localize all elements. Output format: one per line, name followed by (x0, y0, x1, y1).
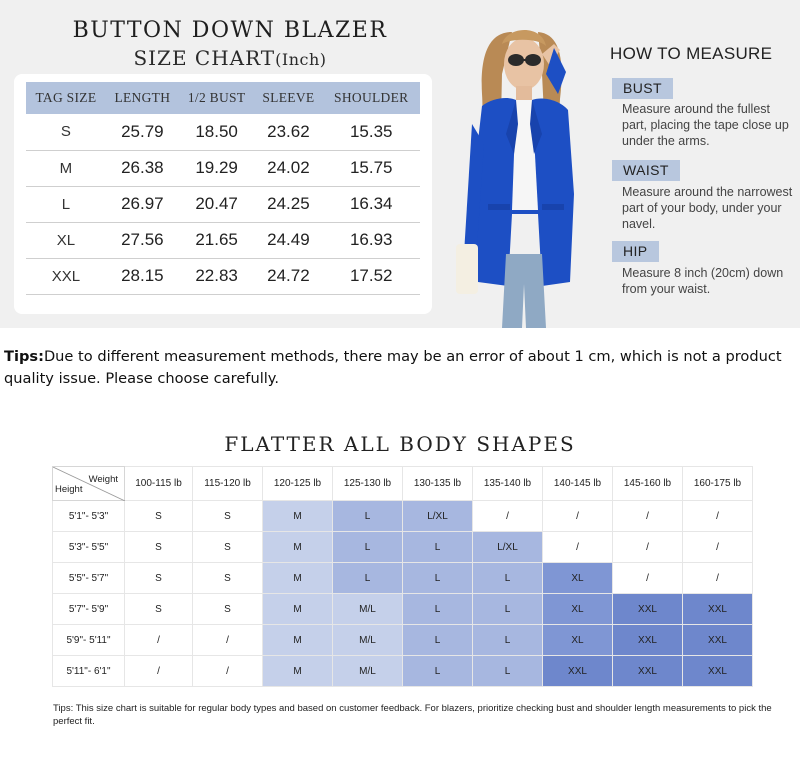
size-header-cell: 1/2 BUST (179, 82, 254, 114)
size-row (26, 186, 420, 222)
size-recommendation-cell: XL (543, 594, 613, 625)
size-recommendation-cell: L (333, 501, 403, 532)
size-tag-cell: S (26, 114, 106, 150)
size-recommendation-cell: XL (543, 625, 613, 656)
bust-description: Measure around the fullest part, placing the tape close up under the arms. (622, 102, 789, 148)
height-row-header: 5'5"- 5'7" (53, 563, 125, 594)
weight-label: Weight (88, 474, 118, 485)
size-recommendation-cell: L/XL (403, 501, 473, 532)
size-recommendation-cell: M (263, 625, 333, 656)
size-value-cell: 19.29 (179, 150, 254, 186)
size-value-cell: 24.02 (254, 150, 322, 186)
size-value-cell: 22.83 (179, 258, 254, 294)
weight-header-cell: 120-125 lb (263, 467, 333, 501)
grid-row (53, 563, 753, 594)
size-recommendation-cell: / (613, 532, 683, 563)
handbag-shape (456, 244, 478, 294)
weight-header-cell: 145-160 lb (613, 467, 683, 501)
hip-badge: HIP (612, 241, 659, 262)
tips-label: Tips: (4, 348, 44, 365)
size-row (26, 222, 420, 258)
grid-row (53, 594, 753, 625)
size-value-cell: 26.38 (106, 150, 179, 186)
size-chart-subtitle (40, 46, 420, 70)
size-value-cell: 25.79 (106, 114, 179, 150)
height-row-header: 5'7"- 5'9" (53, 594, 125, 625)
size-header-cell: LENGTH (106, 82, 179, 114)
size-recommendation-cell: / (193, 625, 263, 656)
size-value-cell: 16.93 (323, 222, 421, 258)
size-recommendation-cell: / (683, 501, 753, 532)
size-value-cell: 21.65 (179, 222, 254, 258)
height-row-header: 5'1"- 5'3" (53, 501, 125, 532)
size-row (26, 150, 420, 186)
grid-row (53, 625, 753, 656)
size-recommendation-cell: S (125, 532, 193, 563)
size-recommendation-cell: / (683, 563, 753, 594)
size-value-cell: 24.49 (254, 222, 322, 258)
height-row-header: 5'11"- 6'1" (53, 656, 125, 687)
size-recommendation-cell: XXL (613, 625, 683, 656)
model-illustration (442, 14, 602, 328)
size-value-cell: 27.56 (106, 222, 179, 258)
size-recommendation-cell: XL (543, 563, 613, 594)
size-recommendation-cell: L (333, 532, 403, 563)
size-recommendation-cell: M (263, 594, 333, 625)
waist-badge: WAIST (612, 160, 680, 181)
size-recommendation-cell: S (125, 594, 193, 625)
weight-header-cell: 100-115 lb (125, 467, 193, 501)
size-recommendation-cell: L (333, 563, 403, 594)
size-value-cell: 26.97 (106, 186, 179, 222)
weight-header-cell: 125-130 lb (333, 467, 403, 501)
size-recommendation-cell: L (403, 563, 473, 594)
grid-row (53, 532, 753, 563)
size-header-cell: SHOULDER (323, 82, 421, 114)
tips-text: Due to different measurement methods, there may be an error of about 1 cm, which is not a product quality issue. Please choose carefully. (4, 348, 782, 387)
size-recommendation-cell: / (473, 501, 543, 532)
size-recommendation-cell: XXL (683, 656, 753, 687)
size-tag-cell: XXL (26, 258, 106, 294)
size-table-header (26, 82, 420, 114)
hip-description: Measure 8 inch (20cm) down from your waist. (622, 266, 784, 296)
size-table (26, 82, 420, 295)
size-recommendation-cell: L (403, 656, 473, 687)
size-recommendation-cell: XXL (613, 594, 683, 625)
size-recommendation-cell: M/L (333, 594, 403, 625)
size-value-cell: 28.15 (106, 258, 179, 294)
size-row (26, 114, 420, 150)
waist-description: Measure around the narrowest part of your body, under your navel. (622, 185, 793, 231)
size-recommendation-cell: L (403, 625, 473, 656)
weight-header-cell: 130-135 lb (403, 467, 473, 501)
size-recommendation-cell: S (193, 563, 263, 594)
weight-header-cell: 160-175 lb (683, 467, 753, 501)
grid-body (53, 501, 753, 687)
sunglasses-shape (508, 54, 524, 66)
grid-header-row (53, 467, 753, 501)
size-recommendation-cell: L (473, 656, 543, 687)
size-recommendation-cell: / (613, 501, 683, 532)
how-to-measure-title: HOW TO MEASURE (610, 44, 773, 63)
size-recommendation-cell: M (263, 501, 333, 532)
size-recommendation-cell: / (683, 532, 753, 563)
size-recommendation-cell: XXL (613, 656, 683, 687)
size-header-cell: SLEEVE (254, 82, 322, 114)
tips-paragraph (4, 346, 798, 390)
size-recommendation-cell: M/L (333, 625, 403, 656)
size-value-cell: 15.75 (323, 150, 421, 186)
size-recommendation-cell: / (193, 656, 263, 687)
size-tag-cell: L (26, 186, 106, 222)
size-value-cell: 15.35 (323, 114, 421, 150)
size-recommendation-cell: XXL (543, 656, 613, 687)
grid-row (53, 501, 753, 532)
size-recommendation-cell: XXL (683, 625, 753, 656)
size-value-cell: 23.62 (254, 114, 322, 150)
height-row-header: 5'9"- 5'11" (53, 625, 125, 656)
size-row (26, 258, 420, 294)
size-recommendation-cell: / (125, 656, 193, 687)
size-recommendation-cell: M (263, 656, 333, 687)
size-value-cell: 17.52 (323, 258, 421, 294)
size-chart-subtitle-text: SIZE CHART (133, 46, 276, 70)
size-recommendation-cell: S (193, 501, 263, 532)
size-recommendation-cell: M (263, 532, 333, 563)
size-recommendation-cell: S (125, 563, 193, 594)
size-recommendation-cell: M/L (333, 656, 403, 687)
body-shape-grid (52, 466, 753, 687)
size-tag-cell: XL (26, 222, 106, 258)
size-recommendation-cell: L/XL (473, 532, 543, 563)
size-header-cell: TAG SIZE (26, 82, 106, 114)
size-tag-cell: M (26, 150, 106, 186)
weight-header-cell: 115-120 lb (193, 467, 263, 501)
grid-row (53, 656, 753, 687)
size-recommendation-cell: / (125, 625, 193, 656)
size-recommendation-cell: L (473, 594, 543, 625)
weight-header-cell: 135-140 lb (473, 467, 543, 501)
size-recommendation-cell: L (403, 532, 473, 563)
size-value-cell: 24.72 (254, 258, 322, 294)
size-table-body (26, 114, 420, 294)
size-recommendation-cell: L (473, 625, 543, 656)
bottom-tips: Tips: This size chart is suitable for regular body types and based on customer feedback. For blazers, prioritize checking bust and shoulder length measurements to pick the perfect fit. (53, 703, 772, 727)
size-recommendation-cell: / (543, 532, 613, 563)
bust-badge: BUST (612, 78, 673, 99)
size-recommendation-cell: S (193, 594, 263, 625)
grid-corner-cell (53, 467, 125, 501)
size-chart-unit: (Inch) (275, 50, 327, 69)
size-recommendation-cell: L (403, 594, 473, 625)
size-recommendation-cell: / (613, 563, 683, 594)
size-recommendation-cell: S (125, 501, 193, 532)
weight-header-cell: 140-145 lb (543, 467, 613, 501)
size-recommendation-cell: / (543, 501, 613, 532)
size-value-cell: 24.25 (254, 186, 322, 222)
size-recommendation-cell: S (193, 532, 263, 563)
size-value-cell: 20.47 (179, 186, 254, 222)
size-recommendation-cell: XXL (683, 594, 753, 625)
body-shapes-title: FLATTER ALL BODY SHAPES (224, 432, 576, 456)
size-recommendation-cell: L (473, 563, 543, 594)
size-value-cell: 16.34 (323, 186, 421, 222)
height-label: Height (55, 484, 83, 495)
size-value-cell: 18.50 (179, 114, 254, 150)
size-chart-title: BUTTON DOWN BLAZER (72, 18, 388, 43)
size-recommendation-cell: M (263, 563, 333, 594)
height-row-header: 5'3"- 5'5" (53, 532, 125, 563)
